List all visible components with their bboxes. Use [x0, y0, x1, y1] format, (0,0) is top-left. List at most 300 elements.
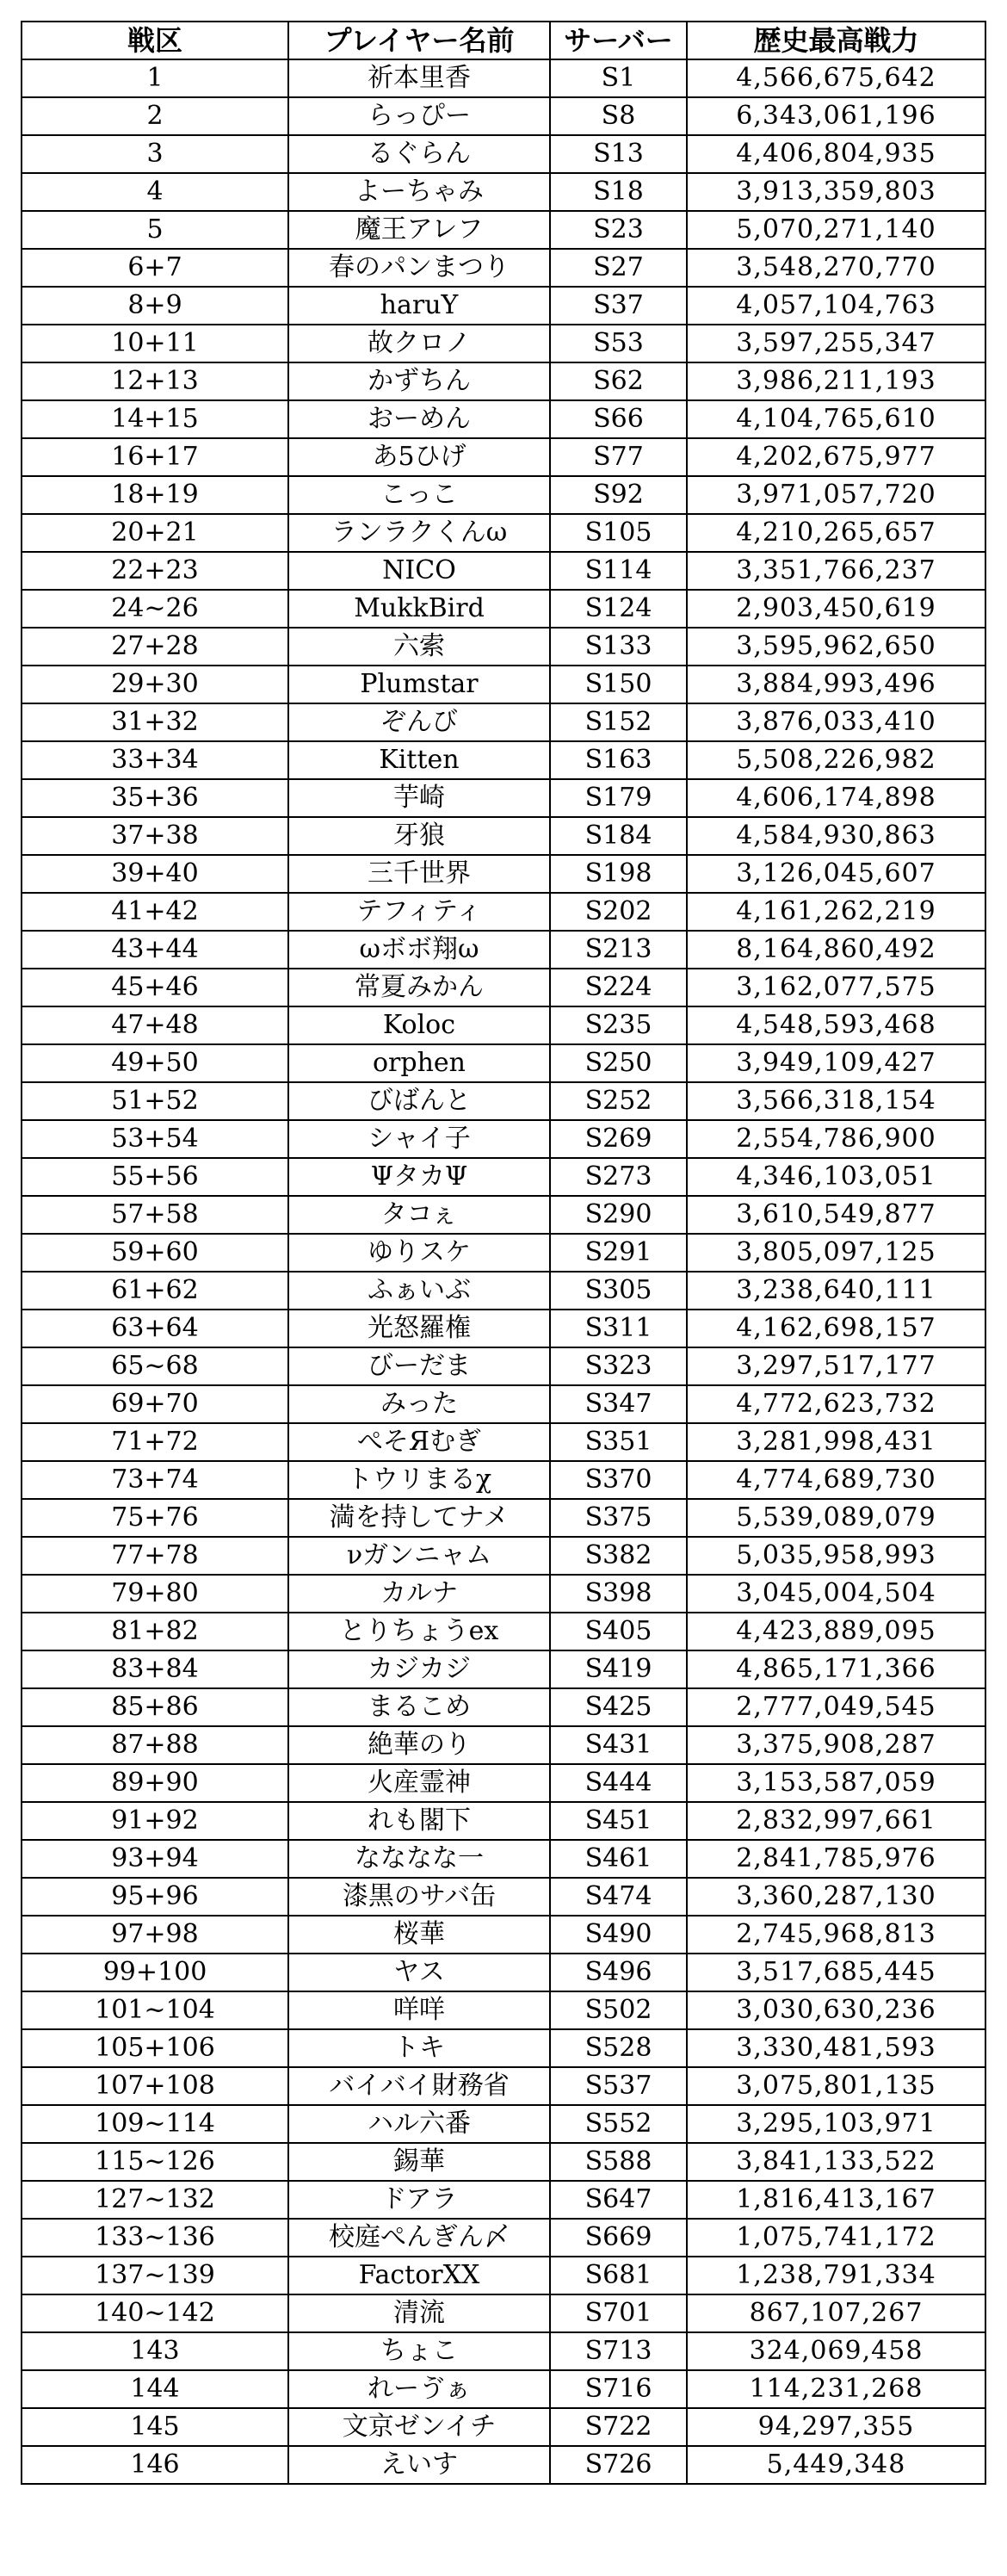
table-row	[22, 1082, 985, 1120]
player-name-cell: 光怒羅権	[288, 1310, 550, 1347]
server-cell: S528	[550, 2029, 687, 2067]
player-name-cell: トウリまるχ	[288, 1461, 550, 1499]
player-name-cell: びばんと	[288, 1082, 550, 1120]
player-name-cell: えいす	[288, 2446, 550, 2484]
max-power-cell: 4,210,265,657	[687, 514, 985, 552]
server-cell: S1	[550, 59, 687, 97]
max-power-cell: 3,295,103,971	[687, 2105, 985, 2143]
player-name-cell: 桜華	[288, 1916, 550, 1954]
server-cell: S451	[550, 1802, 687, 1840]
player-name-cell: こっこ	[288, 476, 550, 514]
player-name-cell: ドアラ	[288, 2181, 550, 2219]
zone-cell: 65~68	[22, 1347, 288, 1385]
player-name-cell: びーだま	[288, 1347, 550, 1385]
zone-cell: 57+58	[22, 1196, 288, 1234]
max-power-cell: 3,281,998,431	[687, 1423, 985, 1461]
player-name-cell: れも閣下	[288, 1802, 550, 1840]
max-power-cell: 3,297,517,177	[687, 1347, 985, 1385]
server-cell: S444	[550, 1764, 687, 1802]
zone-cell: 45+46	[22, 969, 288, 1006]
table-row	[22, 2446, 985, 2484]
zone-cell: 127~132	[22, 2181, 288, 2219]
player-name-cell: ちょこ	[288, 2332, 550, 2370]
max-power-cell: 6,343,061,196	[687, 97, 985, 135]
player-name-cell: ΨタカΨ	[288, 1158, 550, 1196]
server-cell: S13	[550, 135, 687, 173]
server-cell: S370	[550, 1461, 687, 1499]
table-row	[22, 1234, 985, 1272]
max-power-cell: 3,153,587,059	[687, 1764, 985, 1802]
table-row	[22, 173, 985, 211]
table-row	[22, 2294, 985, 2332]
server-cell: S496	[550, 1954, 687, 1991]
player-name-cell: ゆりスケ	[288, 1234, 550, 1272]
server-cell: S552	[550, 2105, 687, 2143]
zone-cell: 10+11	[22, 325, 288, 362]
server-cell: S66	[550, 400, 687, 438]
table-row	[22, 2105, 985, 2143]
table-row	[22, 1726, 985, 1764]
server-cell: S588	[550, 2143, 687, 2181]
player-name-cell: 魔王アレフ	[288, 211, 550, 249]
table-row	[22, 1991, 985, 2029]
max-power-cell: 3,610,549,877	[687, 1196, 985, 1234]
max-power-cell: 4,162,698,157	[687, 1310, 985, 1347]
zone-cell: 29+30	[22, 666, 288, 703]
server-cell: S133	[550, 628, 687, 666]
max-power-cell: 3,841,133,522	[687, 2143, 985, 2181]
max-power-cell: 867,107,267	[687, 2294, 985, 2332]
player-name-cell: 校庭ぺんぎん〆	[288, 2219, 550, 2257]
zone-cell: 37+38	[22, 817, 288, 855]
server-cell: S273	[550, 1158, 687, 1196]
table-row	[22, 1764, 985, 1802]
max-power-cell: 2,841,785,976	[687, 1840, 985, 1878]
max-power-cell: 4,406,804,935	[687, 135, 985, 173]
max-power-cell: 4,566,675,642	[687, 59, 985, 97]
table-row	[22, 2257, 985, 2294]
player-name-cell: νガンニャム	[288, 1537, 550, 1575]
max-power-cell: 4,057,104,763	[687, 287, 985, 325]
player-name-cell: 牙狼	[288, 817, 550, 855]
server-cell: S114	[550, 552, 687, 590]
table-row	[22, 2408, 985, 2446]
max-power-cell: 3,971,057,720	[687, 476, 985, 514]
zone-cell: 101~104	[22, 1991, 288, 2029]
max-power-cell: 3,075,801,135	[687, 2067, 985, 2105]
table-row	[22, 476, 985, 514]
table-row	[22, 1044, 985, 1082]
zone-cell: 143	[22, 2332, 288, 2370]
server-cell: S474	[550, 1878, 687, 1916]
zone-cell: 75+76	[22, 1499, 288, 1537]
player-name-cell: おーめん	[288, 400, 550, 438]
player-name-cell: テフィティ	[288, 893, 550, 931]
server-cell: S716	[550, 2370, 687, 2408]
server-cell: S62	[550, 362, 687, 400]
zone-cell: 69+70	[22, 1385, 288, 1423]
zone-cell: 81+82	[22, 1613, 288, 1650]
player-name-cell: 春のパンまつり	[288, 249, 550, 287]
server-cell: S669	[550, 2219, 687, 2257]
max-power-cell: 1,075,741,172	[687, 2219, 985, 2257]
max-power-cell: 3,876,033,410	[687, 703, 985, 741]
server-cell: S502	[550, 1991, 687, 2029]
server-cell: S77	[550, 438, 687, 476]
zone-cell: 22+23	[22, 552, 288, 590]
max-power-cell: 5,070,271,140	[687, 211, 985, 249]
player-name-cell: あ5ひげ	[288, 438, 550, 476]
table-row	[22, 666, 985, 703]
table-row	[22, 2332, 985, 2370]
max-power-cell: 4,606,174,898	[687, 779, 985, 817]
player-name-cell: れーゔぁ	[288, 2370, 550, 2408]
table-row	[22, 325, 985, 362]
zone-cell: 18+19	[22, 476, 288, 514]
table-row	[22, 1840, 985, 1878]
server-cell: S398	[550, 1575, 687, 1613]
player-name-cell: かずちん	[288, 362, 550, 400]
zone-cell: 87+88	[22, 1726, 288, 1764]
player-name-cell: ハル六番	[288, 2105, 550, 2143]
player-name-cell: 故クロノ	[288, 325, 550, 362]
max-power-cell: 3,330,481,593	[687, 2029, 985, 2067]
zone-cell: 8+9	[22, 287, 288, 325]
player-name-cell: るぐらん	[288, 135, 550, 173]
table-row	[22, 703, 985, 741]
zone-cell: 33+34	[22, 741, 288, 779]
table-row	[22, 1878, 985, 1916]
player-name-cell: ヤス	[288, 1954, 550, 1991]
player-name-cell: ぞんび	[288, 703, 550, 741]
max-power-cell: 4,202,675,977	[687, 438, 985, 476]
server-cell: S419	[550, 1650, 687, 1688]
max-power-cell: 3,045,004,504	[687, 1575, 985, 1613]
table-row	[22, 552, 985, 590]
max-power-cell: 3,597,255,347	[687, 325, 985, 362]
max-power-cell: 5,035,958,993	[687, 1537, 985, 1575]
table-row	[22, 741, 985, 779]
server-cell: S105	[550, 514, 687, 552]
table-row	[22, 2181, 985, 2219]
player-name-cell: 三千世界	[288, 855, 550, 893]
zone-cell: 27+28	[22, 628, 288, 666]
server-cell: S150	[550, 666, 687, 703]
server-cell: S92	[550, 476, 687, 514]
table-row	[22, 1916, 985, 1954]
max-power-cell: 3,030,630,236	[687, 1991, 985, 2029]
ranking-table	[21, 21, 986, 2485]
server-cell: S375	[550, 1499, 687, 1537]
zone-cell: 83+84	[22, 1650, 288, 1688]
table-row	[22, 438, 985, 476]
player-name-cell: ωボボ翔ω	[288, 931, 550, 969]
zone-cell: 55+56	[22, 1158, 288, 1196]
max-power-cell: 2,745,968,813	[687, 1916, 985, 1954]
table-row	[22, 211, 985, 249]
table-row	[22, 1158, 985, 1196]
max-power-cell: 1,238,791,334	[687, 2257, 985, 2294]
max-power-cell: 4,774,689,730	[687, 1461, 985, 1499]
player-name-cell: ランラクくんω	[288, 514, 550, 552]
player-name-cell: 祈本里香	[288, 59, 550, 97]
header-server: サーバー	[550, 22, 687, 59]
server-cell: S347	[550, 1385, 687, 1423]
table-row	[22, 1461, 985, 1499]
zone-cell: 93+94	[22, 1840, 288, 1878]
player-name-cell: 咩咩	[288, 1991, 550, 2029]
zone-cell: 43+44	[22, 931, 288, 969]
player-name-cell: 火産霊神	[288, 1764, 550, 1802]
zone-cell: 144	[22, 2370, 288, 2408]
player-name-cell: らっぴー	[288, 97, 550, 135]
server-cell: S198	[550, 855, 687, 893]
server-cell: S124	[550, 590, 687, 628]
max-power-cell: 5,508,226,982	[687, 741, 985, 779]
server-cell: S351	[550, 1423, 687, 1461]
player-name-cell: Plumstar	[288, 666, 550, 703]
max-power-cell: 2,777,049,545	[687, 1688, 985, 1726]
zone-cell: 146	[22, 2446, 288, 2484]
header-row	[22, 22, 985, 59]
server-cell: S184	[550, 817, 687, 855]
server-cell: S8	[550, 97, 687, 135]
server-cell: S250	[550, 1044, 687, 1082]
zone-cell: 24~26	[22, 590, 288, 628]
zone-cell: 5	[22, 211, 288, 249]
server-cell: S213	[550, 931, 687, 969]
zone-cell: 137~139	[22, 2257, 288, 2294]
max-power-cell: 3,351,766,237	[687, 552, 985, 590]
zone-cell: 73+74	[22, 1461, 288, 1499]
max-power-cell: 4,104,765,610	[687, 400, 985, 438]
player-name-cell: Koloc	[288, 1006, 550, 1044]
zone-cell: 1	[22, 59, 288, 97]
max-power-cell: 2,554,786,900	[687, 1120, 985, 1158]
server-cell: S224	[550, 969, 687, 1006]
player-name-cell: NICO	[288, 552, 550, 590]
max-power-cell: 4,161,262,219	[687, 893, 985, 931]
max-power-cell: 3,595,962,650	[687, 628, 985, 666]
table-row	[22, 1006, 985, 1044]
max-power-cell: 3,805,097,125	[687, 1234, 985, 1272]
server-cell: S681	[550, 2257, 687, 2294]
table-row	[22, 1650, 985, 1688]
max-power-cell: 324,069,458	[687, 2332, 985, 2370]
zone-cell: 97+98	[22, 1916, 288, 1954]
table-row	[22, 1499, 985, 1537]
player-name-cell: なななな一	[288, 1840, 550, 1878]
max-power-cell: 4,346,103,051	[687, 1158, 985, 1196]
server-cell: S290	[550, 1196, 687, 1234]
max-power-cell: 1,816,413,167	[687, 2181, 985, 2219]
player-name-cell: シャイ子	[288, 1120, 550, 1158]
max-power-cell: 3,517,685,445	[687, 1954, 985, 1991]
zone-cell: 77+78	[22, 1537, 288, 1575]
player-name-cell: よーちゃみ	[288, 173, 550, 211]
zone-cell: 95+96	[22, 1878, 288, 1916]
max-power-cell: 3,949,109,427	[687, 1044, 985, 1082]
server-cell: S431	[550, 1726, 687, 1764]
zone-cell: 79+80	[22, 1575, 288, 1613]
player-name-cell: 常夏みかん	[288, 969, 550, 1006]
server-cell: S252	[550, 1082, 687, 1120]
server-cell: S461	[550, 1840, 687, 1878]
player-name-cell: orphen	[288, 1044, 550, 1082]
table-row	[22, 1802, 985, 1840]
zone-cell: 51+52	[22, 1082, 288, 1120]
max-power-cell: 4,548,593,468	[687, 1006, 985, 1044]
zone-cell: 41+42	[22, 893, 288, 931]
player-name-cell: カルナ	[288, 1575, 550, 1613]
table-row	[22, 362, 985, 400]
player-name-cell: 清流	[288, 2294, 550, 2332]
player-name-cell: 芋崎	[288, 779, 550, 817]
table-row	[22, 514, 985, 552]
table-row	[22, 287, 985, 325]
server-cell: S405	[550, 1613, 687, 1650]
table-row	[22, 1954, 985, 1991]
zone-cell: 59+60	[22, 1234, 288, 1272]
zone-cell: 3	[22, 135, 288, 173]
table-row	[22, 1347, 985, 1385]
player-name-cell: タコぇ	[288, 1196, 550, 1234]
table-row	[22, 1688, 985, 1726]
table-row	[22, 1196, 985, 1234]
player-name-cell: MukkBird	[288, 590, 550, 628]
player-name-cell: 錫華	[288, 2143, 550, 2181]
zone-cell: 91+92	[22, 1802, 288, 1840]
table-row	[22, 1575, 985, 1613]
zone-cell: 85+86	[22, 1688, 288, 1726]
table-row	[22, 249, 985, 287]
table-row	[22, 779, 985, 817]
zone-cell: 31+32	[22, 703, 288, 741]
max-power-cell: 3,986,211,193	[687, 362, 985, 400]
server-cell: S18	[550, 173, 687, 211]
max-power-cell: 3,548,270,770	[687, 249, 985, 287]
max-power-cell: 8,164,860,492	[687, 931, 985, 969]
zone-cell: 89+90	[22, 1764, 288, 1802]
zone-cell: 6+7	[22, 249, 288, 287]
server-cell: S291	[550, 1234, 687, 1272]
table-row	[22, 1272, 985, 1310]
zone-cell: 61+62	[22, 1272, 288, 1310]
server-cell: S425	[550, 1688, 687, 1726]
zone-cell: 20+21	[22, 514, 288, 552]
table-row	[22, 135, 985, 173]
max-power-cell: 114,231,268	[687, 2370, 985, 2408]
zone-cell: 63+64	[22, 1310, 288, 1347]
zone-cell: 35+36	[22, 779, 288, 817]
max-power-cell: 3,162,077,575	[687, 969, 985, 1006]
zone-cell: 107+108	[22, 2067, 288, 2105]
table-row	[22, 1310, 985, 1347]
max-power-cell: 4,772,623,732	[687, 1385, 985, 1423]
server-cell: S537	[550, 2067, 687, 2105]
max-power-cell: 3,360,287,130	[687, 1878, 985, 1916]
table-row	[22, 1385, 985, 1423]
header-zone: 戦区	[22, 22, 288, 59]
max-power-cell: 3,566,318,154	[687, 1082, 985, 1120]
player-name-cell: Kitten	[288, 741, 550, 779]
table-row	[22, 893, 985, 931]
zone-cell: 115~126	[22, 2143, 288, 2181]
max-power-cell: 3,913,359,803	[687, 173, 985, 211]
table-row	[22, 1423, 985, 1461]
max-power-cell: 5,539,089,079	[687, 1499, 985, 1537]
zone-cell: 12+13	[22, 362, 288, 400]
table-row	[22, 1120, 985, 1158]
player-name-cell: バイバイ財務省	[288, 2067, 550, 2105]
zone-cell: 16+17	[22, 438, 288, 476]
table-row	[22, 2219, 985, 2257]
server-cell: S382	[550, 1537, 687, 1575]
server-cell: S179	[550, 779, 687, 817]
zone-cell: 39+40	[22, 855, 288, 893]
table-row	[22, 931, 985, 969]
server-cell: S235	[550, 1006, 687, 1044]
zone-cell: 145	[22, 2408, 288, 2446]
table-row	[22, 855, 985, 893]
max-power-cell: 2,903,450,619	[687, 590, 985, 628]
player-name-cell: FactorXX	[288, 2257, 550, 2294]
table-row	[22, 1537, 985, 1575]
server-cell: S152	[550, 703, 687, 741]
table-row	[22, 59, 985, 97]
zone-cell: 99+100	[22, 1954, 288, 1991]
zone-cell: 105+106	[22, 2029, 288, 2067]
max-power-cell: 2,832,997,661	[687, 1802, 985, 1840]
server-cell: S647	[550, 2181, 687, 2219]
player-name-cell: 文京ゼンイチ	[288, 2408, 550, 2446]
header-player-name: プレイヤー名前	[288, 22, 550, 59]
max-power-cell: 5,449,348	[687, 2446, 985, 2484]
zone-cell: 53+54	[22, 1120, 288, 1158]
max-power-cell: 4,584,930,863	[687, 817, 985, 855]
server-cell: S713	[550, 2332, 687, 2370]
player-name-cell: haruY	[288, 287, 550, 325]
player-name-cell: 六索	[288, 628, 550, 666]
zone-cell: 49+50	[22, 1044, 288, 1082]
max-power-cell: 4,865,171,366	[687, 1650, 985, 1688]
server-cell: S163	[550, 741, 687, 779]
zone-cell: 14+15	[22, 400, 288, 438]
zone-cell: 133~136	[22, 2219, 288, 2257]
server-cell: S311	[550, 1310, 687, 1347]
server-cell: S202	[550, 893, 687, 931]
table-row	[22, 817, 985, 855]
server-cell: S701	[550, 2294, 687, 2332]
server-cell: S269	[550, 1120, 687, 1158]
server-cell: S305	[550, 1272, 687, 1310]
zone-cell: 109~114	[22, 2105, 288, 2143]
player-name-cell: ふぁいぶ	[288, 1272, 550, 1310]
table-row	[22, 97, 985, 135]
player-name-cell: 絶華のり	[288, 1726, 550, 1764]
player-name-cell: トキ	[288, 2029, 550, 2067]
table-row	[22, 2067, 985, 2105]
max-power-cell: 3,126,045,607	[687, 855, 985, 893]
table-row	[22, 2029, 985, 2067]
player-name-cell: カジカジ	[288, 1650, 550, 1688]
table-row	[22, 590, 985, 628]
table-row	[22, 1613, 985, 1650]
max-power-cell: 3,884,993,496	[687, 666, 985, 703]
player-name-cell: みった	[288, 1385, 550, 1423]
table-row	[22, 628, 985, 666]
zone-cell: 4	[22, 173, 288, 211]
